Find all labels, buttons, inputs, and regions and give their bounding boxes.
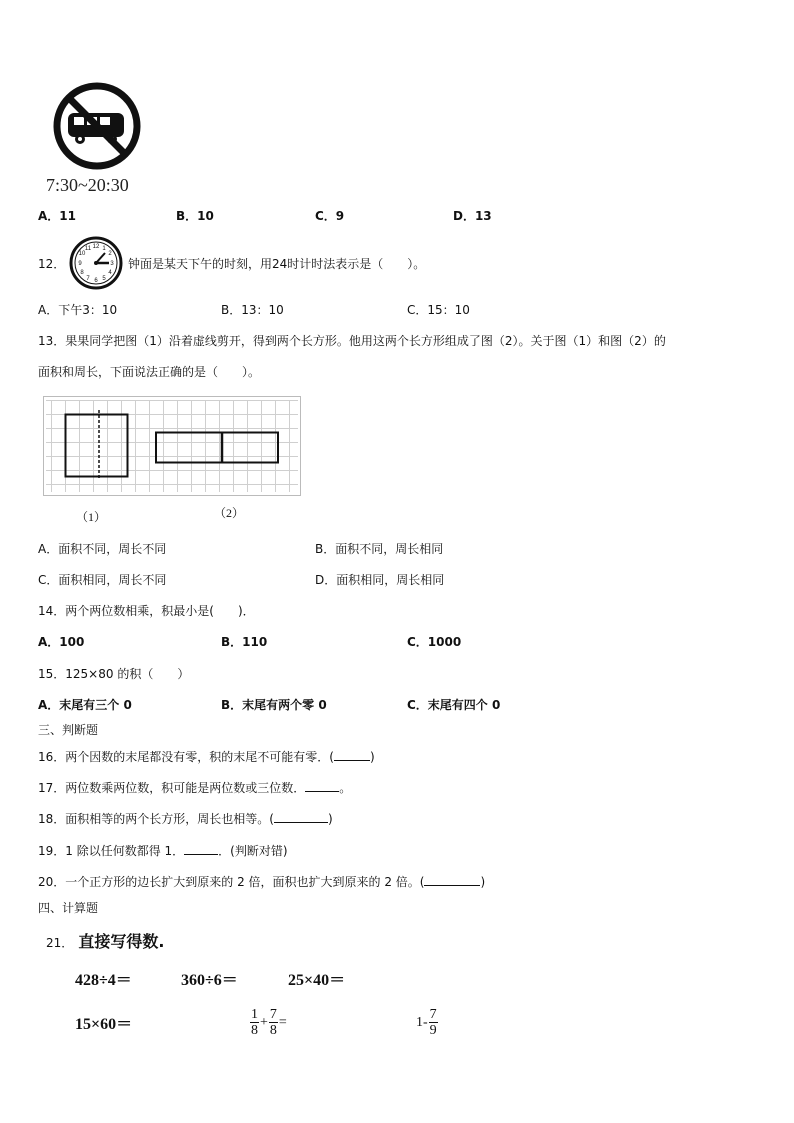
- q15-option-b[interactable]: B．末尾有两个零 0: [221, 698, 327, 712]
- clock-icon: [67, 236, 125, 290]
- q19-text: 19．1 除以任何数都得 1．: [38, 844, 185, 858]
- q18-answer-blank[interactable]: [274, 811, 328, 823]
- section-3-heading: 三、判断题: [38, 723, 99, 737]
- q19: [38, 843, 288, 859]
- q16: [38, 749, 375, 765]
- q13-fig2-label: （2）: [214, 506, 245, 520]
- svg-text:6: 6: [94, 278, 98, 284]
- q20-answer-blank[interactable]: [424, 874, 480, 886]
- q13-grid-figure: [43, 396, 301, 496]
- q17-text: 17．两位数乘两位数，积可能是两位数或三位数．: [38, 781, 306, 795]
- q12-option-a[interactable]: A．下午3：10: [38, 303, 118, 317]
- q14-stem: 14．两个两位数相乘，积最小是( )．: [38, 604, 255, 618]
- fraction-one-eighth: $\frac{1}{8}$: [251, 1007, 258, 1038]
- q13-option-c[interactable]: C．面积相同，周长不同: [38, 573, 167, 587]
- svg-text:4: 4: [108, 270, 112, 276]
- q21-number: 21．: [46, 936, 74, 950]
- q14-option-a[interactable]: A．100: [38, 635, 85, 649]
- svg-text:9: 9: [78, 261, 82, 267]
- q18-text: 18．面积相等的两个长方形，周长也相等。(: [38, 812, 274, 826]
- q13-fig1-label: （1）: [76, 510, 107, 524]
- q20-end: ): [480, 875, 486, 889]
- q17-end: 。: [339, 781, 352, 795]
- no-bus-sign: [50, 80, 146, 172]
- q13-option-d[interactable]: D．面积相同，周长相同: [315, 573, 445, 587]
- svg-text:12: 12: [92, 244, 100, 250]
- calc-item-3: 25×40＝: [288, 972, 346, 989]
- q17: [38, 780, 351, 796]
- q13-option-b[interactable]: B．面积不同，周长相同: [315, 542, 444, 556]
- calc-item-1: 428÷4＝: [75, 972, 132, 989]
- q15-option-c[interactable]: C．末尾有四个 0: [407, 698, 501, 712]
- fraction-seven-eighths: $\frac{7}{8}$: [269, 1007, 277, 1038]
- q20-text: 20．一个正方形的边长扩大到原来的 2 倍，面积也扩大到原来的 2 倍。(: [38, 875, 425, 889]
- section-4-heading: 四、计算题: [38, 901, 99, 915]
- q12-number: 12．: [38, 257, 66, 271]
- q16-end: ): [369, 750, 375, 764]
- q12-stem: 钟面是某天下午的时刻，用24时计时法表示是（ ）。: [128, 257, 426, 271]
- calc-fraction-diff: [416, 1007, 438, 1038]
- q21-title: 直接写得数.: [78, 932, 165, 951]
- q20: [38, 874, 485, 890]
- svg-text:8: 8: [80, 270, 84, 276]
- q18: [38, 811, 333, 827]
- q19-end: ．(判断对错): [218, 844, 288, 858]
- whole-minus: 1-: [416, 1014, 428, 1030]
- q17-answer-blank[interactable]: [305, 780, 339, 792]
- calc-fraction-sum: [250, 1007, 287, 1038]
- plus-sign: +: [260, 1014, 268, 1030]
- svg-text:1: 1: [102, 246, 106, 252]
- q14-option-b[interactable]: B．110: [221, 635, 268, 649]
- q13-stem-line2: 面积和周长，下面说法正确的是（ ）。: [38, 365, 261, 379]
- q19-answer-blank[interactable]: [184, 843, 218, 855]
- svg-text:11: 11: [84, 246, 92, 252]
- sign-time: 7:30~20:30: [46, 175, 129, 195]
- q11-option-a[interactable]: A．11: [38, 209, 76, 223]
- q11-option-b[interactable]: B．10: [176, 209, 214, 223]
- q15-option-a[interactable]: A．末尾有三个 0: [38, 698, 132, 712]
- q13-option-a[interactable]: A．面积不同，周长不同: [38, 542, 167, 556]
- fraction-seven-ninths: $\frac{7}{9}$: [429, 1007, 437, 1038]
- svg-text:2: 2: [108, 251, 112, 257]
- q16-text: 16．两个因数的末尾都没有零，积的末尾不可能有零．(: [38, 750, 334, 764]
- no-bus-icon: [50, 80, 146, 172]
- q16-answer-blank[interactable]: [334, 749, 370, 761]
- calc-item-2: 360÷6＝: [181, 972, 238, 989]
- q15-stem: 15．125×80 的积（ ）: [38, 667, 190, 681]
- q21-heading: [46, 929, 164, 952]
- clock-image: [67, 236, 125, 290]
- svg-text:10: 10: [78, 251, 86, 257]
- q18-end: ): [327, 812, 333, 826]
- q14-option-c[interactable]: C．1000: [407, 635, 462, 649]
- q11-option-c[interactable]: C．9: [315, 209, 345, 223]
- svg-text:7: 7: [86, 276, 90, 282]
- equals-sign: =: [278, 1014, 287, 1030]
- calc-item-4: 15×60＝: [75, 1016, 133, 1033]
- q11-option-d[interactable]: D．13: [453, 209, 492, 223]
- q12-option-b[interactable]: B．13：10: [221, 303, 284, 317]
- svg-text:3: 3: [110, 261, 114, 267]
- svg-text:5: 5: [102, 276, 106, 282]
- q12-option-c[interactable]: C．15：10: [407, 303, 470, 317]
- q13-stem-line1: 13．果果同学把图（1）沿着虚线剪开，得到两个长方形。他用这两个长方形组成了图（2）。关于图（1）和图（2）的: [38, 334, 666, 348]
